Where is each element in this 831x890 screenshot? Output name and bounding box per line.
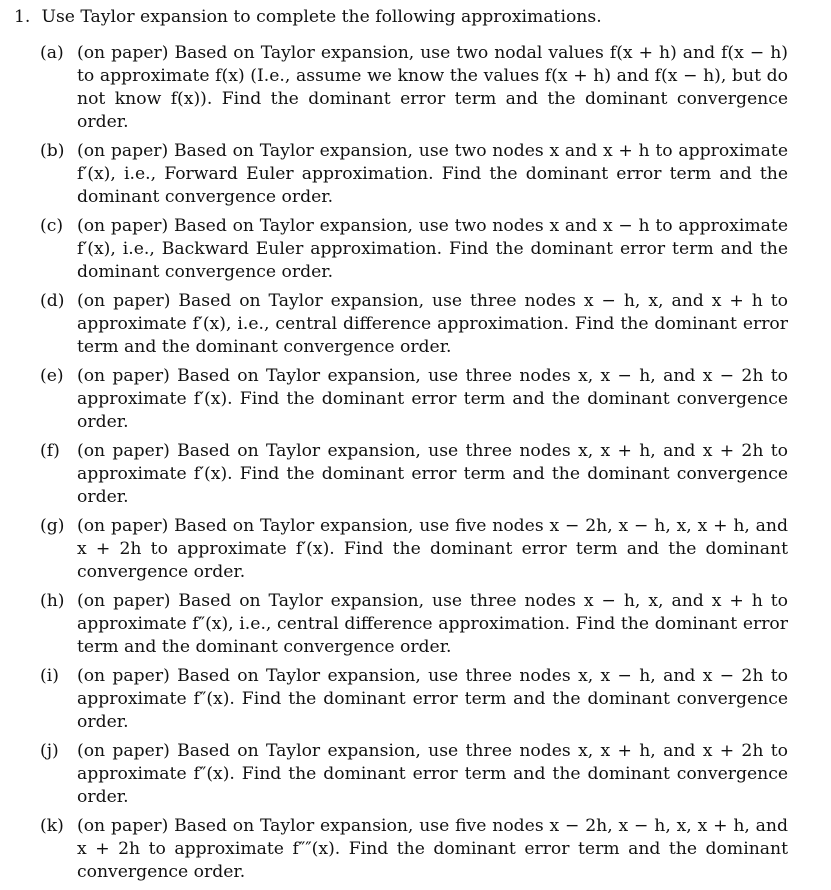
sub-question-i bbox=[40, 665, 788, 734]
sub-question-text: (on paper) Based on Taylor expansion, use two nodes x and x − h to approximate f′(x), i.e., Backward Euler approximation. Find the dominant error term and the dominant convergence order. bbox=[77, 216, 788, 282]
question-heading bbox=[14, 6, 602, 28]
sub-question-label: (f) bbox=[40, 441, 60, 461]
sub-question-text: (on paper) Based on Taylor expansion, use three nodes x, x − h, and x − 2h to approximate f″(x). Find the dominant error term and the dominant convergence order. bbox=[77, 666, 788, 732]
sub-question-label: (e) bbox=[40, 366, 64, 386]
sub-question-g bbox=[40, 515, 788, 584]
sub-question-text: (on paper) Based on Taylor expansion, use three nodes x, x + h, and x + 2h to approximate f′(x). Find the dominant error term and the dominant convergence order. bbox=[77, 441, 788, 507]
sub-question-text: (on paper) Based on Taylor expansion, use three nodes x − h, x, and x + h to approximate f′(x), i.e., central difference approximation. Find the dominant error term and the dominant convergence order. bbox=[77, 291, 788, 357]
sub-question-text: (on paper) Based on Taylor expansion, use five nodes x − 2h, x − h, x, x + h, and x + 2h to approximate f′(x). Find the dominant error term and the dominant convergence order. bbox=[77, 516, 788, 582]
sub-question-label: (d) bbox=[40, 291, 65, 311]
sub-question-text: (on paper) Based on Taylor expansion, use two nodal values f(x + h) and f(x − h) to approximate f(x) (I.e., assume we know the values f(x + h) and f(x − h), but do not know f(x)). Find the dominant error term and the dominant convergence order. bbox=[77, 43, 788, 132]
sub-question-h bbox=[40, 590, 788, 659]
sub-question-text: (on paper) Based on Taylor expansion, use three nodes x, x + h, and x + 2h to approximate f″(x). Find the dominant error term and the dominant convergence order. bbox=[77, 741, 788, 807]
sub-question-f bbox=[40, 440, 788, 509]
sub-question-e bbox=[40, 365, 788, 434]
question-number: 1. bbox=[14, 7, 31, 27]
question-text: Use Taylor expansion to complete the following approximations. bbox=[41, 7, 602, 27]
sub-question-k bbox=[40, 815, 788, 884]
sub-question-c bbox=[40, 215, 788, 284]
sub-question-a bbox=[40, 42, 788, 134]
sub-question-d bbox=[40, 290, 788, 359]
sub-question-text: (on paper) Based on Taylor expansion, use two nodes x and x + h to approximate f′(x), i.e., Forward Euler approximation. Find the dominant error term and the dominant convergence order. bbox=[77, 141, 788, 207]
sub-question-j bbox=[40, 740, 788, 809]
sub-question-label: (k) bbox=[40, 816, 64, 836]
sub-question-label: (g) bbox=[40, 516, 65, 536]
sub-question-list bbox=[40, 42, 788, 890]
sub-question-label: (i) bbox=[40, 666, 59, 686]
sub-question-text: (on paper) Based on Taylor expansion, use three nodes x − h, x, and x + h to approximate f″(x), i.e., central difference approximation. Find the dominant error term and the dominant convergence order. bbox=[77, 591, 788, 657]
sub-question-text: (on paper) Based on Taylor expansion, use five nodes x − 2h, x − h, x, x + h, and x + 2h to approximate f″″(x). Find the dominant error term and the dominant convergence order. bbox=[77, 816, 788, 882]
sub-question-label: (j) bbox=[40, 741, 59, 761]
sub-question-text: (on paper) Based on Taylor expansion, use three nodes x, x − h, and x − 2h to approximate f′(x). Find the dominant error term and the dominant convergence order. bbox=[77, 366, 788, 432]
sub-question-b bbox=[40, 140, 788, 209]
sub-question-label: (h) bbox=[40, 591, 65, 611]
sub-question-label: (a) bbox=[40, 43, 64, 63]
sub-question-label: (b) bbox=[40, 141, 65, 161]
sub-question-label: (c) bbox=[40, 216, 64, 236]
